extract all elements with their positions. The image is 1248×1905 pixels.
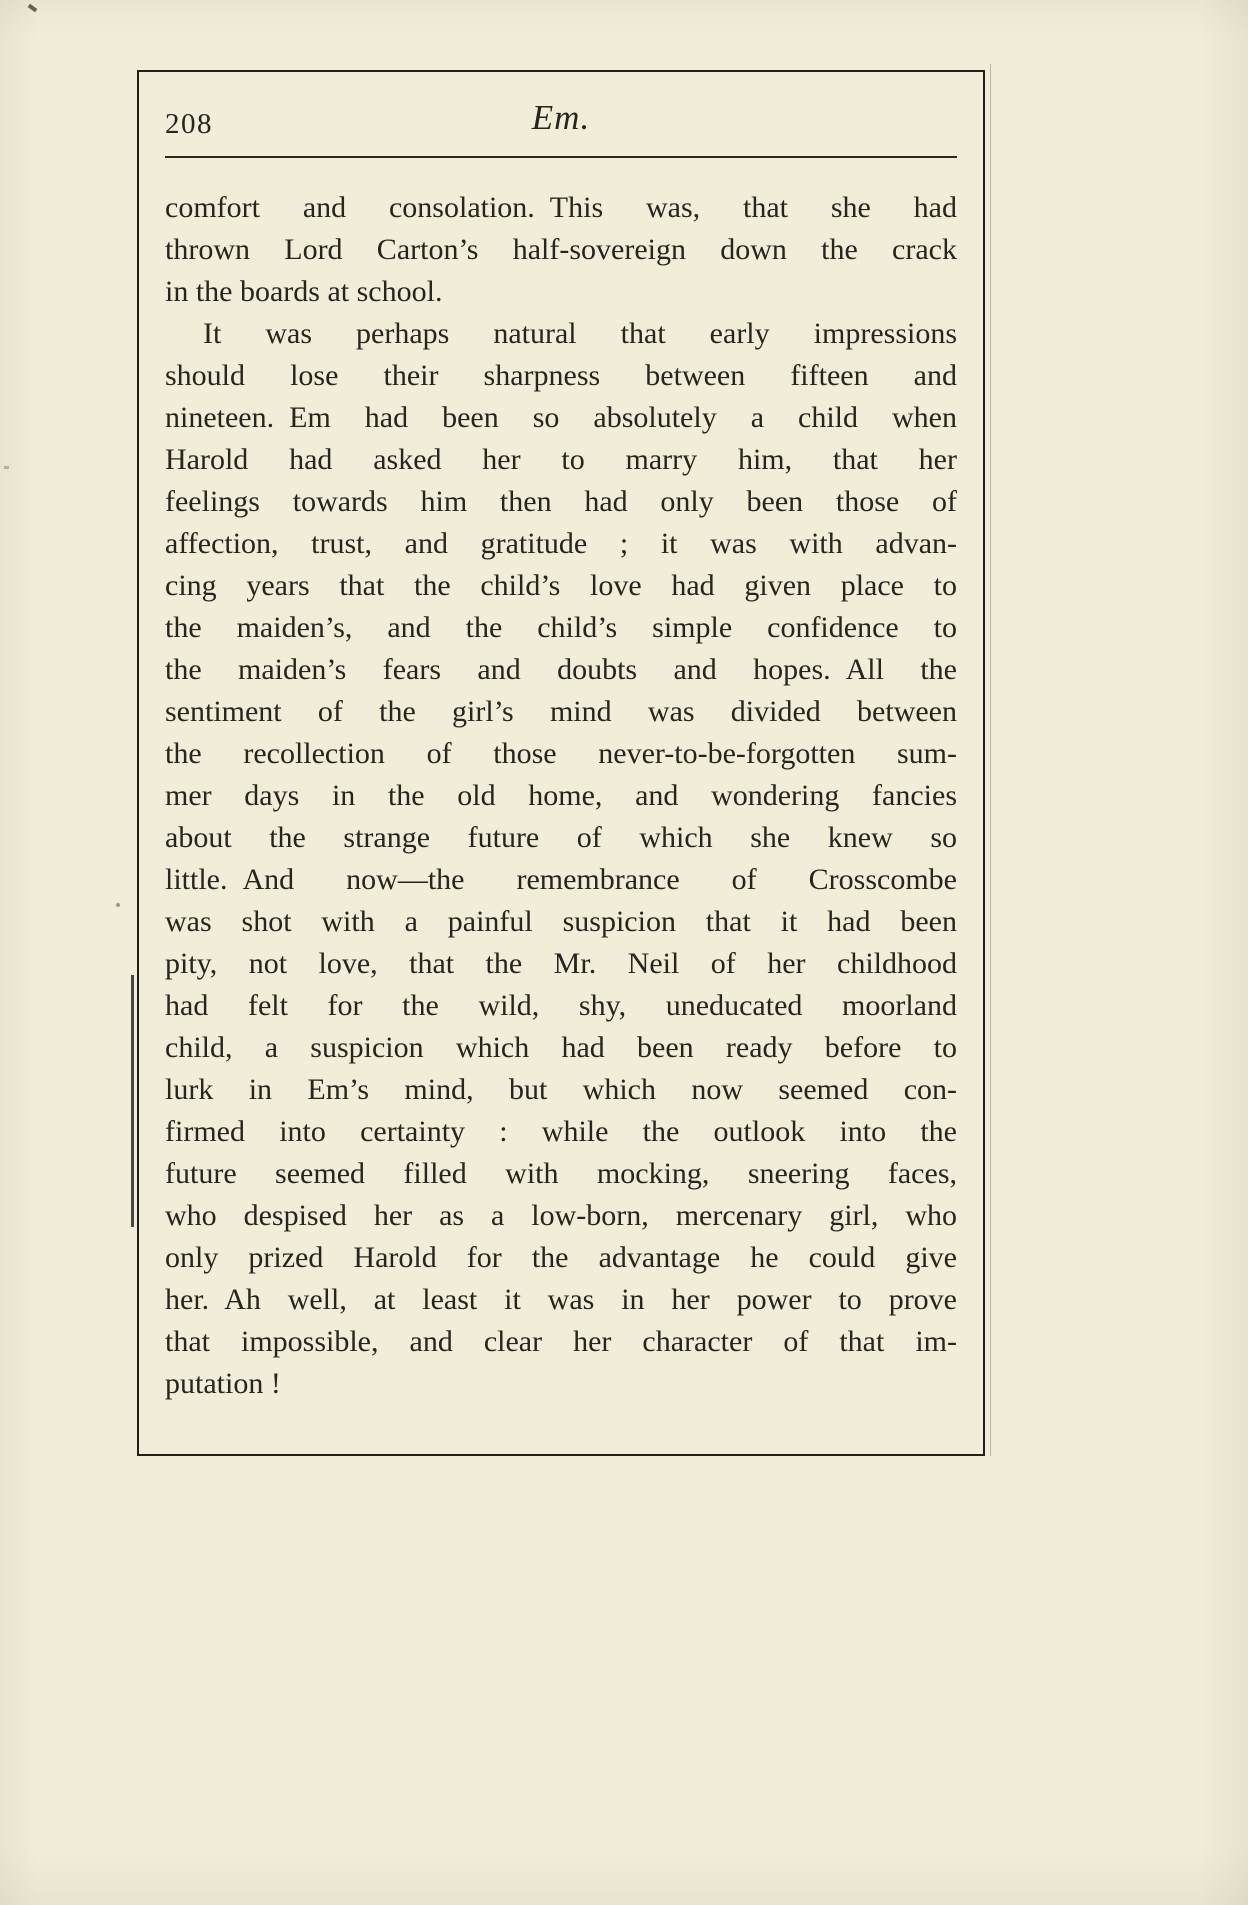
text-line: should lose their sharpness between fifteen and [165, 359, 957, 392]
text-line: mer days in the old home, and wondering fancies [165, 779, 957, 812]
text-line: putation ! [165, 1367, 281, 1400]
text-line: sentiment of the girl’s mind was divided between [165, 695, 957, 728]
scan-speck [28, 4, 38, 12]
text-line: child, a suspicion which had been ready before to [165, 1031, 957, 1064]
text-line: the recollection of those never-to-be-forgotten sum- [165, 737, 957, 770]
text-line: only prized Harold for the advantage he could give [165, 1241, 957, 1274]
text-line: firmed into certainty : while the outlook into the [165, 1115, 957, 1148]
text-line: pity, not love, that the Mr. Neil of her childhood [165, 947, 957, 980]
text-line: cing years that the child’s love had given place to [165, 569, 957, 602]
page-border [137, 70, 985, 1456]
text-line: Harold had asked her to marry him, that her [165, 443, 957, 476]
text-line: the maiden’s, and the child’s simple confidence to [165, 611, 957, 644]
text-line: nineteen. Em had been so absolutely a child when [165, 401, 957, 434]
scan-speck [4, 466, 9, 469]
text-line: had felt for the wild, shy, uneducated moorland [165, 989, 957, 1022]
text-line: that impossible, and clear her character of that im- [165, 1325, 957, 1358]
text-line: It was perhaps natural that early impressions [203, 317, 957, 350]
text-line: in the boards at school. [165, 275, 443, 308]
page-content [165, 96, 957, 1405]
header-rule [165, 156, 957, 158]
text-line: future seemed filled with mocking, sneering faces, [165, 1157, 957, 1190]
text-line: who despised her as a low-born, mercenary girl, who [165, 1199, 957, 1232]
scan-speck [116, 903, 120, 907]
text-line: lurk in Em’s mind, but which now seemed con- [165, 1073, 957, 1106]
text-line: feelings towards him then had only been those of [165, 485, 957, 518]
text-line: little. And now—the remembrance of Crosscombe [165, 863, 957, 896]
text-line: about the strange future of which she knew so [165, 821, 957, 854]
text-line: thrown Lord Carton’s half-sovereign down the crack [165, 233, 957, 266]
page-edge-artifact [990, 64, 991, 1456]
page-edge-artifact [131, 975, 134, 1227]
text-block [165, 187, 957, 1405]
text-line: was shot with a painful suspicion that it had been [165, 905, 957, 938]
text-line: affection, trust, and gratitude ; it was with advan- [165, 527, 957, 560]
page-header [165, 96, 957, 148]
text-line: the maiden’s fears and doubts and hopes. All the [165, 653, 957, 686]
text-line: comfort and consolation. This was, that she had [165, 191, 957, 224]
running-title: Em. [531, 98, 591, 137]
text-line: her. Ah well, at least it was in her power to prove [165, 1283, 957, 1316]
page-number: 208 [165, 108, 213, 140]
